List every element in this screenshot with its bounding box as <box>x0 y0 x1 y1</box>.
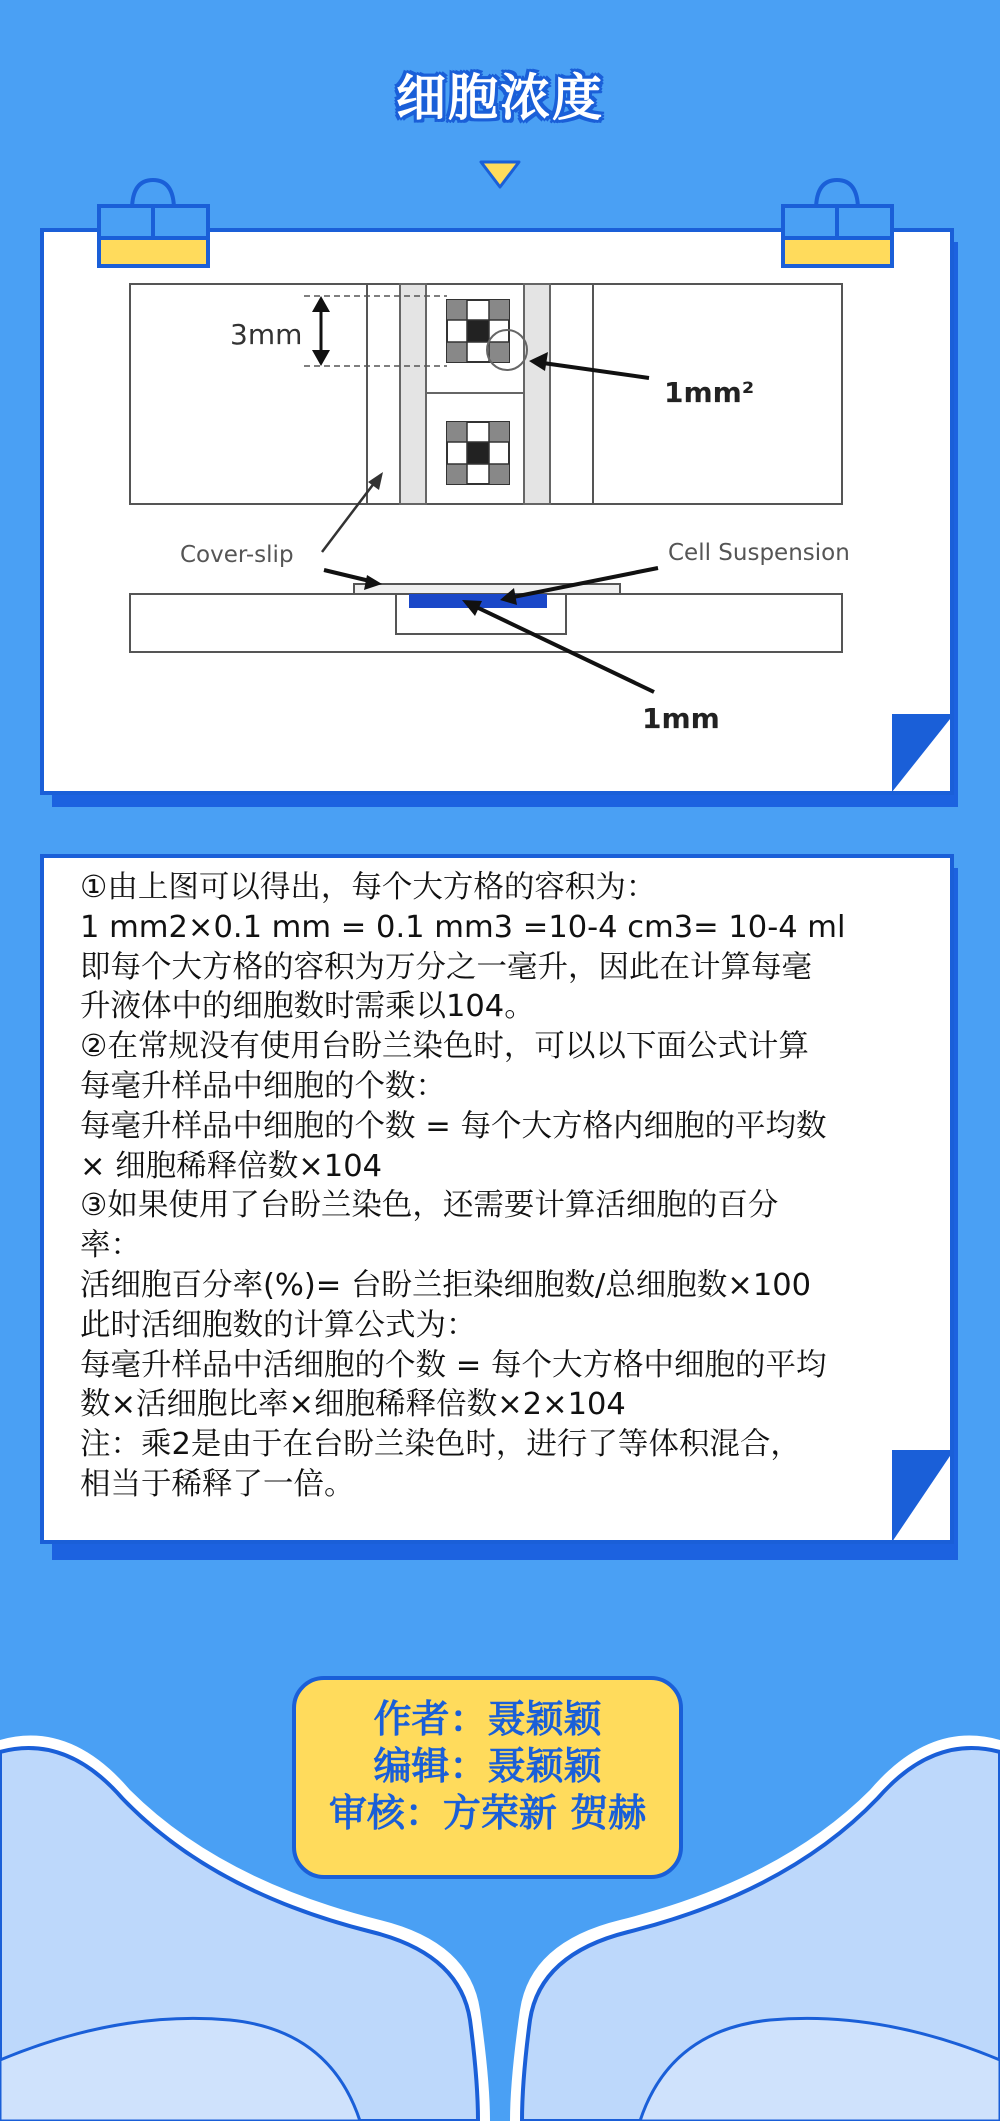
text-line: ③如果使用了台盼兰染色，还需要计算活细胞的百分 <box>80 1188 779 1224</box>
counting-grid-bottom <box>447 422 509 484</box>
channel-right <box>524 284 550 504</box>
reviewer-credit: 审核：方荣新 贺赫 <box>328 1791 647 1835</box>
diagram-card <box>40 228 954 795</box>
counting-grid-top <box>447 300 527 370</box>
page-title: 细胞浓度 <box>396 69 604 127</box>
text-line: 率： <box>80 1228 141 1264</box>
text-line: 每毫升样品中活细胞的个数 = 每个大方格中细胞的平均 <box>80 1347 827 1383</box>
author-credit: 作者：聂颖颖 <box>373 1697 602 1741</box>
editor-credit: 编辑：聂颖颖 <box>373 1744 602 1788</box>
text-line: 活细胞百分率(%)= 台盼兰拒染细胞数/总细胞数×100 <box>80 1267 812 1303</box>
binder-clip-right-icon <box>780 176 895 270</box>
text-line: 1 mm2×0.1 mm = 0.1 mm3 =10-4 cm3= 10-4 ml <box>80 909 846 945</box>
text-line: 数×活细胞比率×细胞稀释倍数×2×104 <box>80 1387 626 1423</box>
text-line: 注：乘2是由于在台盼兰染色时，进行了等体积混合， <box>80 1427 801 1463</box>
text-line: × 细胞稀释倍数×104 <box>80 1148 383 1184</box>
credits-box <box>292 1676 683 1879</box>
formula-text <box>80 868 900 1505</box>
text-line: 每毫升样品中细胞的个数 = 每个大方格内细胞的平均数 <box>80 1108 827 1144</box>
text-line: 即每个大方格的容积为万分之一毫升，因此在计算每毫 <box>80 949 812 985</box>
label-cell-suspension: Cell Suspension <box>668 540 850 566</box>
binder-clip-left-icon <box>96 176 211 270</box>
down-triangle-icon <box>479 160 521 190</box>
text-line: ①由上图可以得出，每个大方格的容积为： <box>80 870 657 905</box>
label-3mm: 3mm <box>230 318 303 351</box>
channel-left <box>400 284 426 504</box>
label-cover-slip: Cover-slip <box>180 542 294 568</box>
text-line: ②在常规没有使用台盼兰染色时，可以以下面公式计算 <box>80 1029 809 1065</box>
label-1mm2: 1mm² <box>664 376 755 409</box>
text-line: 此时活细胞数的计算公式为： <box>80 1307 477 1343</box>
label-1mm: 1mm <box>642 702 720 735</box>
text-line: 每毫升样品中细胞的个数： <box>80 1068 446 1104</box>
hemocytometer-diagram <box>44 232 950 791</box>
page-fold-corner <box>888 710 958 798</box>
text-line: 相当于稀释了一倍。 <box>80 1466 355 1502</box>
text-line: 升液体中的细胞数时需乘以104。 <box>80 989 535 1025</box>
